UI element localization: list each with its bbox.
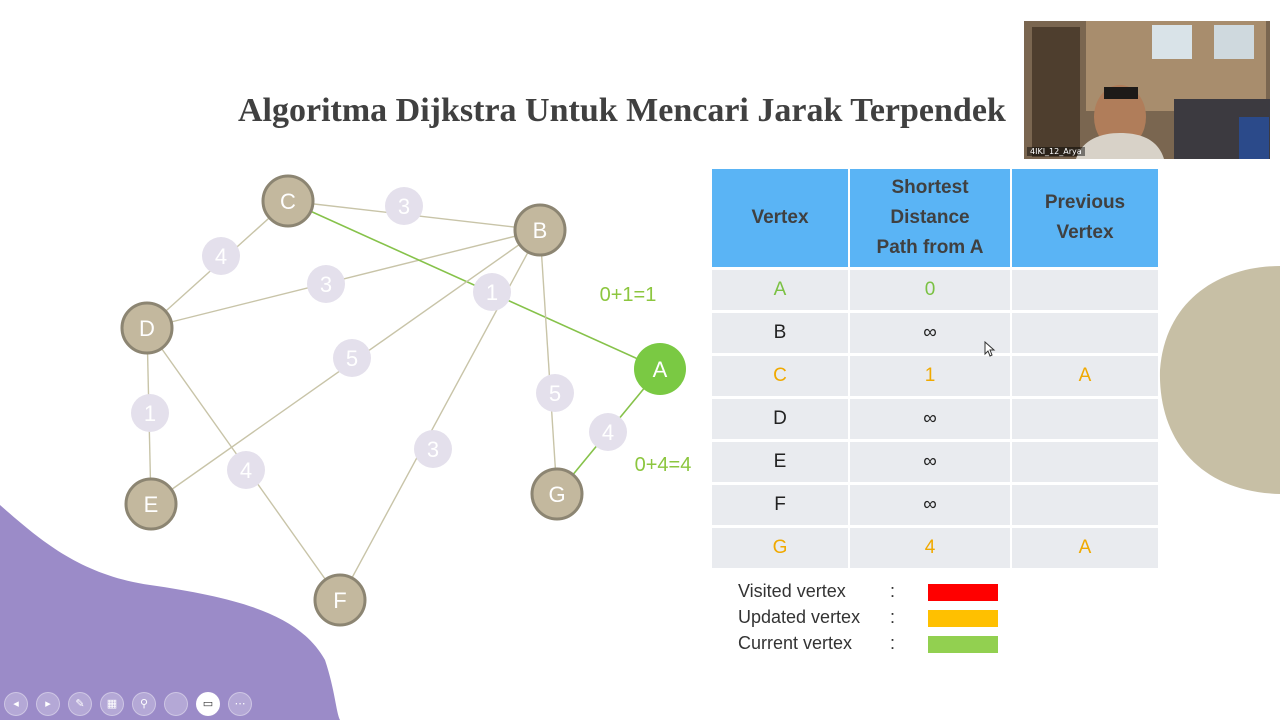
vertex-d <box>122 303 172 353</box>
edge-weight-label: 5 <box>548 381 562 406</box>
table-row-f <box>712 485 1158 528</box>
distance-table <box>712 169 1158 571</box>
legend-label: Updated vertex <box>738 607 861 627</box>
legend-swatch-green <box>928 636 998 653</box>
mouse-cursor-icon <box>984 341 996 357</box>
pen-icon[interactable]: ✎ <box>68 692 92 716</box>
edge-weight-label: 3 <box>397 194 411 219</box>
edge-weight-label: 3 <box>319 272 333 297</box>
webcam-video-tile[interactable] <box>1024 21 1270 159</box>
vertex-c <box>263 176 313 226</box>
vertex-f <box>315 575 365 625</box>
header-previous-vertex: Previous Vertex <box>1012 169 1158 270</box>
cell-previous: A <box>1012 528 1158 571</box>
header-shortest-distance: Shortest Distance Path from A <box>850 169 1012 270</box>
legend-colon: : <box>890 607 896 627</box>
table-row-c <box>712 356 1158 399</box>
cell-previous <box>1012 313 1158 356</box>
edge-weight-label: 1 <box>143 401 157 426</box>
slides-icon[interactable]: ▦ <box>100 692 124 716</box>
camera-icon[interactable]: ▭ <box>196 692 220 716</box>
more-icon[interactable]: ⋯ <box>228 692 252 716</box>
edge-weight-a-g <box>589 413 627 451</box>
previous-icon[interactable]: ◂ <box>4 692 28 716</box>
edge-b-g <box>540 230 557 494</box>
vertex-g <box>532 469 582 519</box>
distance-annotation: 0+4=4 <box>634 454 692 476</box>
edge-weight-d-f <box>227 451 265 489</box>
edge-weight-c-b <box>385 187 423 225</box>
legend-colon: : <box>890 581 896 601</box>
cell-vertex: B <box>712 313 850 356</box>
edge-weight-f-b <box>414 430 452 468</box>
legend-swatch-orange <box>928 610 998 627</box>
edge-weight-e-b <box>333 339 371 377</box>
legend-colon: : <box>890 633 896 653</box>
vertex-label: G <box>548 482 566 507</box>
cell-previous <box>1012 399 1158 442</box>
cell-previous: A <box>1012 356 1158 399</box>
cell-vertex: A <box>712 270 850 313</box>
edge-weight-b-g <box>536 374 574 412</box>
edge-weight-label: 4 <box>214 244 228 269</box>
cell-vertex: G <box>712 528 850 571</box>
vertex-b <box>515 205 565 255</box>
legend-label: Current vertex <box>738 633 853 653</box>
edge-weight-d-e <box>131 394 169 432</box>
slide-title: Algoritma Dijkstra Untuk Mencari Jarak Terpendek <box>238 92 1006 129</box>
vertex-a <box>634 343 686 395</box>
cell-distance: ∞ <box>850 313 1012 356</box>
cell-distance: ∞ <box>850 485 1012 528</box>
table-header-row <box>712 169 1158 270</box>
vertex-label: B <box>532 218 548 243</box>
table-row-b <box>712 313 1158 356</box>
table-row-a <box>712 270 1158 313</box>
next-icon[interactable]: ▸ <box>36 692 60 716</box>
cell-previous <box>1012 442 1158 485</box>
edge-weight-label: 5 <box>345 346 359 371</box>
participant-name-label: 4IKI_12_Arya <box>1027 147 1085 156</box>
zoom-icon[interactable]: ⚲ <box>132 692 156 716</box>
header-vertex: Vertex <box>712 169 850 270</box>
vertex-label: F <box>333 588 347 613</box>
edge-weight-c-a <box>473 273 511 311</box>
vertex-label: C <box>280 189 296 214</box>
table-row-d <box>712 399 1158 442</box>
cell-distance: ∞ <box>850 442 1012 485</box>
cell-distance: 4 <box>850 528 1012 571</box>
cell-vertex: E <box>712 442 850 485</box>
cell-distance: ∞ <box>850 399 1012 442</box>
cell-distance: 0 <box>850 270 1012 313</box>
table-row-e <box>712 442 1158 485</box>
cell-vertex: F <box>712 485 850 528</box>
cell-distance: 1 <box>850 356 1012 399</box>
edge-weight-label: 4 <box>601 420 615 445</box>
legend-label: Visited vertex <box>738 581 846 601</box>
edge-weight-label: 4 <box>239 458 253 483</box>
edge-weight-d-b <box>307 265 345 303</box>
vertex-e <box>126 479 176 529</box>
vertex-label: D <box>139 316 155 341</box>
graph-nodes <box>122 176 686 625</box>
cell-vertex: D <box>712 399 850 442</box>
webcam-feed-image <box>1024 21 1270 159</box>
table-row-g <box>712 528 1158 571</box>
vertex-label: E <box>143 492 159 517</box>
cell-vertex: C <box>712 356 850 399</box>
edge-weight-label: 3 <box>426 437 440 462</box>
distance-annotation: 0+1=1 <box>599 284 657 306</box>
blank-icon[interactable] <box>164 692 188 716</box>
edge-weight-label: 1 <box>485 280 499 305</box>
cell-previous <box>1012 485 1158 528</box>
cell-previous <box>1012 270 1158 313</box>
edge-weight-c-d <box>202 237 240 275</box>
edge-f-b <box>340 230 540 600</box>
vertex-label: A <box>652 357 668 382</box>
legend-swatch-red <box>928 584 998 601</box>
